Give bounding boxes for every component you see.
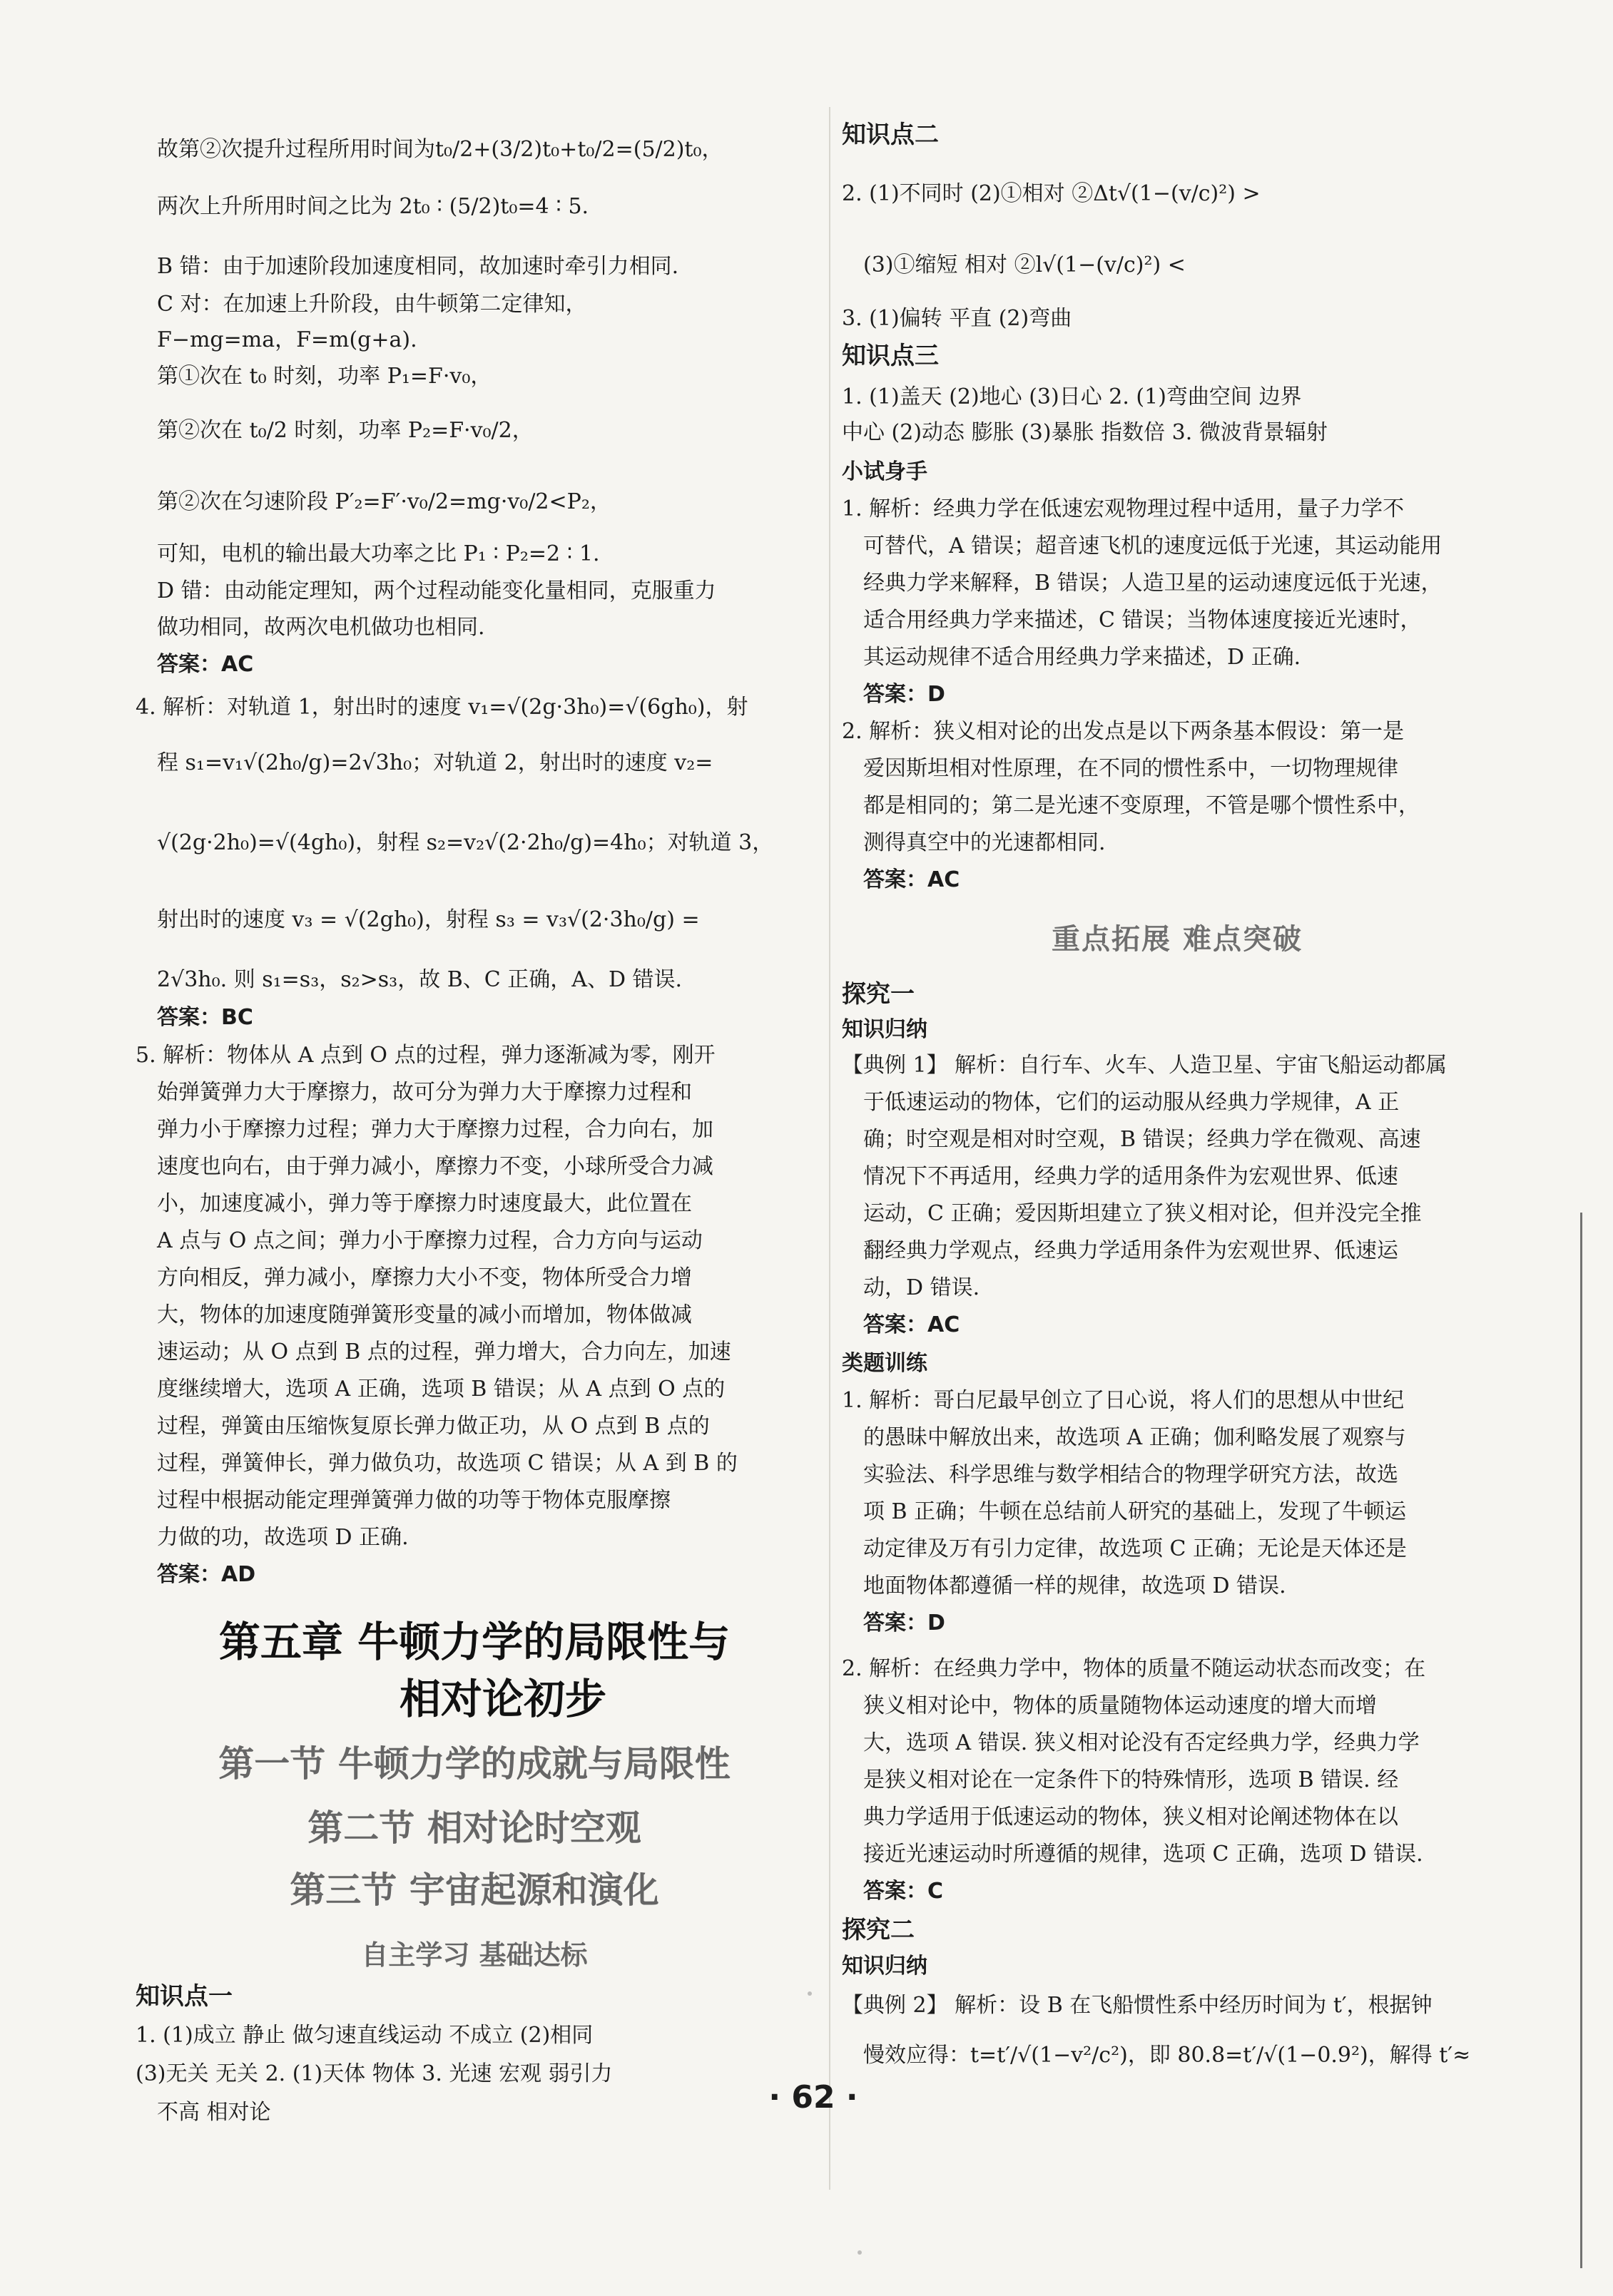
text-line: 方向相反，弹力减小，摩擦力大小不变，物体所受合力增 (157, 1265, 692, 1290)
summary-1-title: 知识归纳 (842, 1017, 927, 1042)
training-answer-2: 答案：C (863, 1879, 944, 1904)
text-line: 实验法、科学思维与数学相结合的物理学研究方法，故选 (863, 1462, 1398, 1487)
text-line: 地面物体都遵循一样的规律，故选项 D 错误. (863, 1573, 1286, 1598)
text-line: 经典力学来解释，B 错误；人造卫星的运动速度远低于光速， (863, 571, 1442, 596)
text-line: 第②次在匀速阶段 P′₂=F′·v₀/2=mg·v₀/2<P₂， (157, 489, 611, 514)
text-line: 小，加速度减小，弹力等于摩擦力时速度最大，此位置在 (157, 1191, 692, 1216)
knowledge-point-1-title: 知识点一 (136, 1982, 233, 2011)
key-points-banner: 重点拓展 难点突破 (1052, 923, 1303, 956)
text-line: F−mg=ma，F=m(g+a). (157, 327, 417, 352)
explore-1-title: 探究一 (842, 980, 915, 1009)
text-line: 2√3h₀. 则 s₁=s₃，s₂>s₃，故 B、C 正确，A、D 错误. (157, 967, 683, 992)
text-line: 项 B 正确；牛顿在总结前人研究的基础上，发现了牛顿运 (863, 1499, 1407, 1524)
text-line: D 错：由动能定理知，两个过程动能变化量相同，克服重力 (157, 578, 716, 603)
quiz-title: 小试身手 (842, 459, 927, 484)
text-line: 大，选项 A 错误. 狭义相对论没有否定经典力学，经典力学 (863, 1730, 1420, 1755)
text-line: 度继续增大，选项 A 正确，选项 B 错误；从 A 点到 O 点的 (157, 1377, 726, 1402)
text-line: 【典例 1】 解析：自行车、火车、人造卫星、宇宙飞船运动都属 (842, 1053, 1447, 1078)
text-line: 情况下不再适用，经典力学的适用条件为宏观世界、低速 (863, 1164, 1398, 1189)
column-divider (829, 107, 830, 2190)
text-line: 中心 (2)动态 膨胀 (3)暴胀 指数倍 3. 微波背景辐射 (842, 420, 1328, 445)
text-line: 3. (1)偏转 平直 (2)弯曲 (842, 306, 1072, 331)
text-line: 1. (1)盖天 (2)地心 (3)日心 2. (1)弯曲空间 边界 (842, 384, 1302, 409)
chapter-title-line2: 相对论初步 (399, 1675, 606, 1723)
text-line: 射出时的速度 v₃ = √(2gh₀)，射程 s₃ = v₃√(2·3h₀/g) = (157, 907, 700, 932)
text-line: 故第②次提升过程所用时间为t₀/2+(3/2)t₀+t₀/2=(5/2)t₀， (157, 137, 723, 162)
text-line: A 点与 O 点之间；弹力小于摩擦力过程，合力方向与运动 (157, 1228, 703, 1253)
text-line: 【典例 2】 解析：设 B 在飞船惯性系中经历时间为 t′，根据钟 (842, 1993, 1433, 2018)
text-line: 接近光速运动时所遵循的规律，选项 C 正确，选项 D 错误. (863, 1842, 1423, 1867)
text-line: 动定律及万有引力定律，故选项 C 正确；无论是天体还是 (863, 1536, 1408, 1561)
text-line: 的愚昧中解放出来，故选项 A 正确；伽利略发展了观察与 (863, 1425, 1406, 1450)
explore-2-title: 探究二 (842, 1916, 915, 1944)
text-line: 不高 相对论 (157, 2100, 271, 2125)
text-line: 力做的功，故选项 D 正确. (157, 1525, 409, 1550)
scan-speck (858, 2250, 862, 2255)
text-line: 其运动规律不适合用经典力学来描述，D 正确. (863, 645, 1301, 670)
text-line: 可知，电机的输出最大功率之比 P₁ ∶ P₂=2 ∶ 1. (157, 541, 600, 566)
summary-2-title: 知识归纳 (842, 1954, 927, 1979)
text-line: 1. 解析：经典力学在低速宏观物理过程中适用，量子力学不 (842, 496, 1405, 521)
knowledge-point-2-title: 知识点二 (842, 121, 939, 149)
text-line: 大，物体的加速度随弹簧形变量的减小而增加，物体做减 (157, 1302, 692, 1327)
text-line: 始弹簧弹力大于摩擦力，故可分为弹力大于摩擦力过程和 (157, 1080, 692, 1105)
chapter-title: 第五章 牛顿力学的局限性与 (218, 1618, 731, 1666)
text-line: B 错：由于加速阶段加速度相同，故加速时牵引力相同. (157, 254, 679, 279)
text-line: 程 s₁=v₁√(2h₀/g)=2√3h₀；对轨道 2，射出时的速度 v₂= (157, 750, 713, 775)
text-line: 动，D 错误. (863, 1275, 980, 1300)
text-line: 2. (1)不同时 (2)①相对 ②Δt√(1−(v/c)²) > (842, 181, 1261, 206)
text-line: 典力学适用于低速运动的物体，狭义相对论阐述物体在以 (863, 1805, 1398, 1830)
scan-edge-line (1580, 1213, 1582, 2268)
text-line: 两次上升所用时间之比为 2t₀ ∶ (5/2)t₀=4 ∶ 5. (157, 194, 589, 219)
quiz-answer-1: 答案：D (863, 682, 945, 707)
text-line: 5. 解析：物体从 A 点到 O 点的过程，弹力逐渐减为零，刚开 (136, 1043, 716, 1068)
text-line: 2. 解析：在经典力学中，物体的质量不随运动状态而改变；在 (842, 1656, 1426, 1681)
text-line: 适合用经典力学来描述，C 错误；当物体速度接近光速时， (863, 608, 1422, 633)
text-line: 慢效应得：t=t′/√(1−v²/c²)，即 80.8=t′/√(1−0.9²)，解得 t′≈ (863, 2043, 1471, 2068)
example-1-answer: 答案：AC (863, 1312, 960, 1337)
text-line: (3)无关 无关 2. (1)天体 物体 3. 光速 宏观 弱引力 (136, 2061, 613, 2086)
text-line: 1. (1)成立 静止 做匀速直线运动 不成立 (2)相同 (136, 2023, 594, 2048)
text-line: 1. 解析：哥白尼最早创立了日心说，将人们的思想从中世纪 (842, 1388, 1405, 1413)
text-line: 第②次在 t₀/2 时刻，功率 P₂=F·v₀/2， (157, 418, 534, 443)
text-line: 确；时空观是相对时空观，B 错误；经典力学在微观、高速 (863, 1127, 1421, 1152)
answer-3: 答案：AC (157, 652, 254, 677)
section-title-2: 第二节 相对论时空观 (307, 1807, 641, 1849)
text-line: 过程，弹簧伸长，弹力做负功，故选项 C 错误；从 A 到 B 的 (157, 1451, 738, 1476)
scan-speck (808, 1991, 812, 1996)
text-line: 速运动；从 O 点到 B 点的过程，弹力增大，合力向左，加速 (157, 1340, 731, 1364)
text-line: 4. 解析：对轨道 1，射出时的速度 v₁=√(2g·3h₀)=√(6gh₀)，射 (136, 695, 748, 720)
text-line: 过程中根据动能定理弹簧弹力做的功等于物体克服摩擦 (157, 1488, 671, 1513)
text-line: (3)①缩短 相对 ②l√(1−(v/c)²) < (863, 252, 1186, 277)
training-answer-1: 答案：D (863, 1611, 945, 1636)
text-line: 狭义相对论中，物体的质量随物体运动速度的增大而增 (863, 1693, 1377, 1718)
self-study-banner: 自主学习 基础达标 (361, 1939, 588, 1971)
text-line: 是狭义相对论在一定条件下的特殊情形，选项 B 错误. 经 (863, 1767, 1399, 1792)
training-title: 类题训练 (842, 1351, 927, 1376)
text-line: 测得真空中的光速都相同. (863, 830, 1106, 855)
text-line: 速度也向右，由于弹力减小，摩擦力不变，小球所受合力减 (157, 1154, 713, 1179)
text-line: 弹力小于摩擦力过程；弹力大于摩擦力过程，合力向右，加 (157, 1117, 713, 1142)
text-line: C 对：在加速上升阶段，由牛顿第二定律知， (157, 292, 587, 317)
text-line: 于低速运动的物体，它们的运动服从经典力学规律，A 正 (863, 1090, 1400, 1115)
text-line: 2. 解析：狭义相对论的出发点是以下两条基本假设：第一是 (842, 719, 1405, 744)
text-line: √(2g·2h₀)=√(4gh₀)，射程 s₂=v₂√(2·2h₀/g)=4h₀；对轨道 3， (157, 830, 774, 855)
quiz-answer-2: 答案：AC (863, 867, 960, 892)
answer-5: 答案：AD (157, 1562, 256, 1587)
page-number: · 62 · (768, 2079, 858, 2116)
text-line: 做功相同，故两次电机做功也相同. (157, 615, 485, 640)
text-line: 过程，弹簧由压缩恢复原长弹力做正功，从 O 点到 B 点的 (157, 1414, 710, 1439)
answer-4: 答案：BC (157, 1005, 253, 1030)
text-line: 运动，C 正确；爱因斯坦建立了狭义相对论，但并没完全推 (863, 1201, 1422, 1226)
text-line: 都是相同的；第二是光速不变原理，不管是哪个惯性系中， (863, 793, 1420, 818)
text-line: 翻经典力学观点，经典力学适用条件为宏观世界、低速运 (863, 1238, 1398, 1263)
section-title-1: 第一节 牛顿力学的成就与局限性 (218, 1743, 731, 1785)
text-line: 第①次在 t₀ 时刻，功率 P₁=F·v₀， (157, 364, 492, 389)
section-title-3: 第三节 宇宙起源和演化 (290, 1869, 659, 1911)
text-line: 可替代，A 错误；超音速飞机的速度远低于光速，其运动能用 (863, 534, 1442, 558)
knowledge-point-3-title: 知识点三 (842, 342, 939, 370)
text-line: 爱因斯坦相对性原理，在不同的惯性系中，一切物理规律 (863, 756, 1398, 781)
